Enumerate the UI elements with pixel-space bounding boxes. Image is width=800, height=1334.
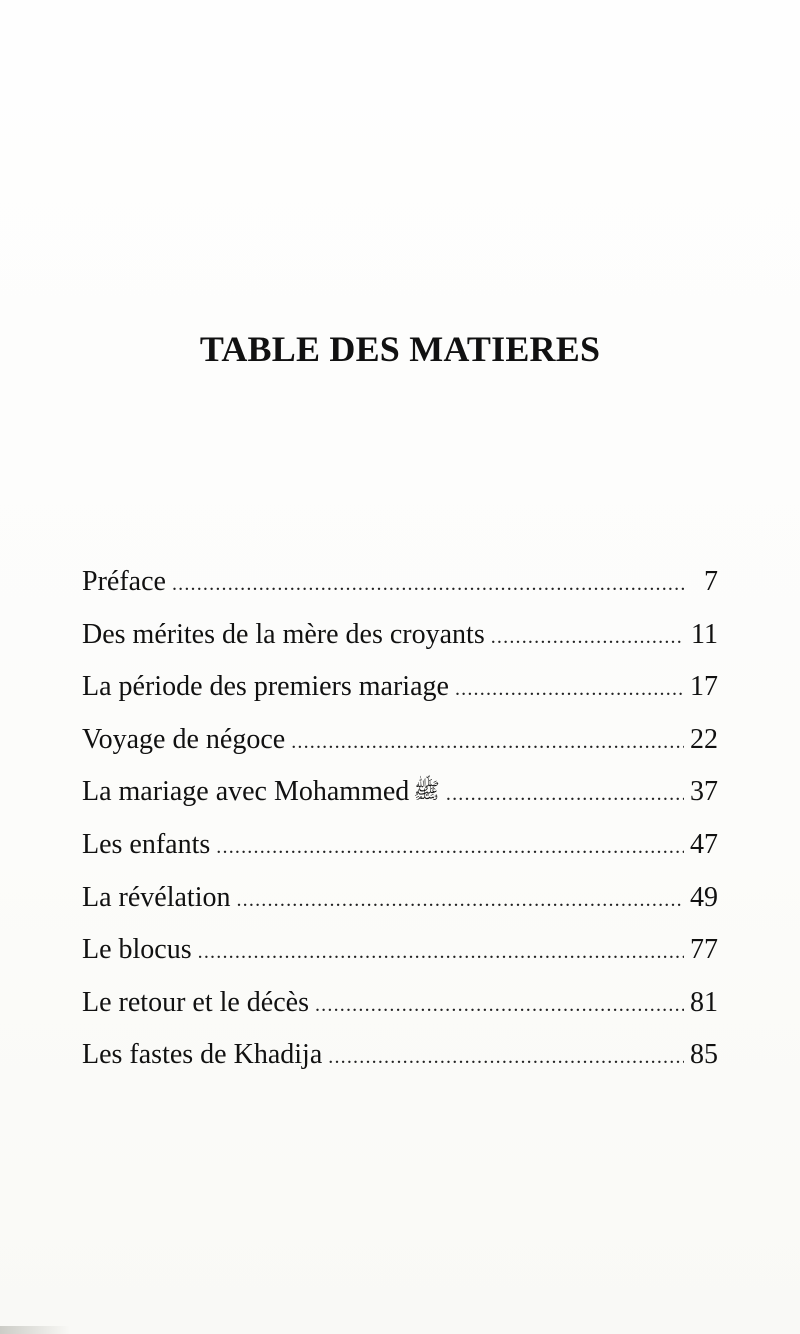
toc-entry-label: Des mérites de la mère des croyants — [82, 618, 485, 650]
dot-leader — [198, 926, 684, 977]
toc-entry-label: Le retour et le décès — [82, 986, 309, 1018]
toc-entry-merites[interactable] — [82, 609, 718, 662]
toc-entry-fastes-khadija[interactable] — [82, 1029, 718, 1082]
toc-entry-voyage[interactable] — [82, 714, 718, 767]
dot-leader — [216, 821, 684, 872]
toc-entry-page-number: 77 — [690, 934, 718, 966]
toc-entry-label: La période des premiers mariage — [82, 671, 449, 703]
toc-entry-premiers-mariage[interactable] — [82, 661, 718, 714]
toc-entry-page-number: 85 — [690, 1039, 718, 1071]
table-of-contents — [82, 556, 718, 1082]
dot-leader — [291, 716, 684, 767]
toc-entry-page-number: 47 — [690, 828, 718, 860]
dot-leader — [236, 874, 684, 925]
toc-entry-label — [82, 766, 442, 819]
toc-entry-blocus[interactable] — [82, 924, 718, 977]
dot-leader — [491, 611, 684, 662]
toc-entry-label: Le blocus — [82, 934, 192, 966]
toc-entry-preface[interactable] — [82, 556, 718, 609]
toc-entry-retour-deces[interactable] — [82, 977, 718, 1030]
toc-entry-page-number: 81 — [690, 986, 718, 1018]
dot-leader — [455, 663, 684, 714]
toc-entry-label: Voyage de négoce — [82, 723, 286, 755]
toc-entry-page-number: 22 — [690, 723, 718, 755]
toc-entry-page-number: 11 — [691, 618, 718, 650]
dot-leader — [172, 558, 684, 609]
toc-entry-page-number: 17 — [690, 671, 718, 703]
toc-entry-mariage-mohammed[interactable] — [82, 766, 718, 819]
toc-entry-label: La révélation — [82, 881, 231, 913]
honorific-symbol-icon: ﷺ — [413, 778, 440, 804]
toc-entry-revelation[interactable] — [82, 872, 718, 925]
dot-leader — [328, 1031, 684, 1082]
toc-entry-label: Préface — [82, 566, 166, 597]
toc-entry-label: Les fastes de Khadija — [82, 1039, 323, 1071]
toc-entry-label-text: La mariage avec Mohammed — [82, 776, 410, 808]
toc-entry-page-number: 37 — [690, 776, 718, 808]
toc-entry-enfants[interactable] — [82, 819, 718, 872]
toc-entry-page-number: 49 — [690, 881, 718, 913]
page-title: TABLE DES MATIERES — [199, 329, 601, 369]
toc-entry-page-number: 7 — [704, 566, 718, 597]
toc-entry-label: Les enfants — [82, 828, 211, 860]
dot-leader — [315, 979, 684, 1030]
page-edge-smudge — [0, 1326, 70, 1334]
dot-leader — [446, 768, 684, 819]
